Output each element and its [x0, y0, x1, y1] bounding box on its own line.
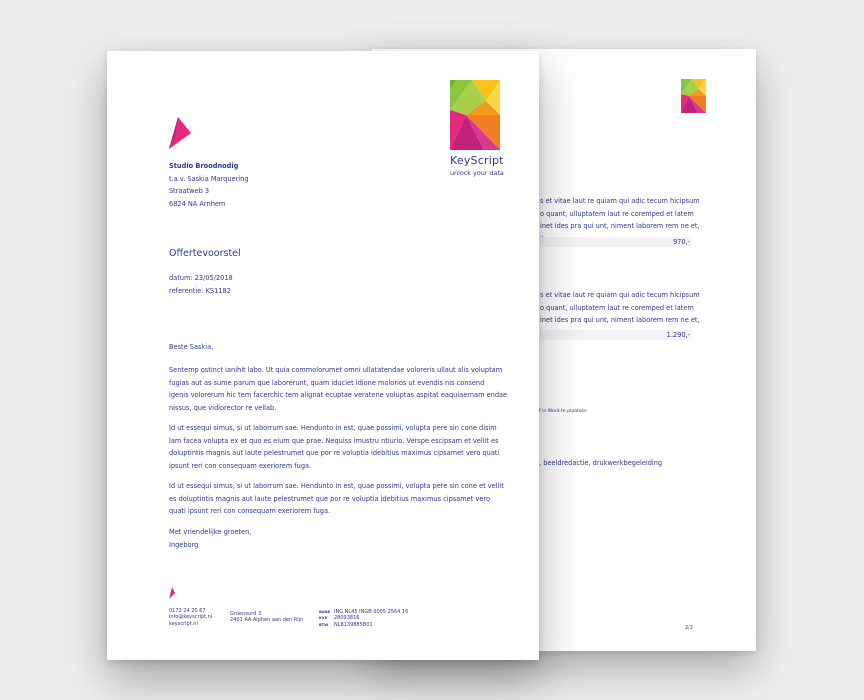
paragraph-3 — [169, 480, 504, 518]
pink-triangle-icon — [169, 117, 191, 149]
body-line: igenis volorerum hic tem facerchic tem alignat ecuptae veratene voluptas aspitat eaquiaernam endae — [169, 391, 508, 400]
footer-website[interactable]: keyscript.nl — [169, 620, 198, 627]
back-line: inet ides pra qui unt, niment laborem rem ne et, — [540, 222, 700, 231]
document-meta — [169, 272, 233, 297]
back-line: s et vitae laut re quiam qui adic tecum hicipsum — [540, 197, 700, 205]
body-line: quati ipsunt reri con consequam exeriorem fuga. — [169, 507, 331, 516]
recipient-attn: t.a.v. Saskia Marquering — [169, 174, 249, 183]
back-line: s et vitae laut re quiam qui adic tecum hicipsum — [540, 291, 700, 299]
footer-city: 2401 AA Alphen aan den Rijn — [230, 617, 304, 624]
footer-triangle-icon — [169, 587, 175, 599]
footer-registration — [319, 609, 408, 628]
body-line: lam facea volupta ex et quo es eium que prae. Nequiss imustru ntiurio. Verspe escipsam et vellit es — [169, 436, 499, 445]
keyscript-logo-small — [681, 79, 706, 113]
body-line: ipsunt reri con consequam exeriorem fuga. — [169, 461, 312, 470]
amount-2: 1.290,- — [666, 331, 690, 339]
closing: Met vriendelijke groeten, — [169, 528, 252, 536]
greeting: Beste Saskia, — [169, 343, 214, 351]
document-title: Offertevoorstel — [169, 248, 241, 259]
body-line: Id ut essequi simus, si ut laborrum sae. Hendunto in est, quae possimi, volupta pere sin cone disim — [169, 424, 497, 432]
closing-block — [169, 526, 251, 551]
page-number: 2/2 — [685, 625, 694, 631]
btw-value: NL8139885B01 — [334, 621, 373, 628]
bank-value: ING NL45 INGB 0005 2564 16 — [334, 609, 409, 615]
body-line: es doluptintis magnis aut laute pelestrumet que por re voluptia idebitius maximus cipsamet vero — [169, 494, 490, 503]
amount-1: 970,- — [672, 238, 690, 246]
kvk-label: KVK — [319, 616, 328, 621]
bank-label: BANK — [319, 610, 331, 614]
footer-address — [230, 611, 303, 624]
document-date: datum: 23/05/2018 — [169, 274, 233, 282]
footer-street: Groenoord 3 — [230, 611, 262, 617]
amount-bar — [540, 237, 692, 247]
document-reference: referentie: KS1182 — [169, 286, 231, 295]
btw-label: BTW — [319, 622, 329, 627]
paragraph-2 — [169, 422, 499, 472]
recipient-street: Straatweb 3 — [169, 187, 210, 196]
brand-name: KeyScript — [450, 154, 504, 167]
footer-email[interactable]: info@keyscript.nl — [169, 614, 213, 621]
brand-tagline: unlock your data — [450, 169, 504, 177]
body-line: doluptintis magnis aut laute pelestrumet que por re voluptia idebitius maximus cipsamet vero quati — [169, 449, 500, 458]
back-services: , beeldredactie, drukwerkbegeleiding — [539, 459, 663, 467]
signature: Ingeborg — [169, 540, 199, 549]
body-line: Id ut essequi simus, si ut laborrum sae. Hendunto in est, quae possimi, volupta pere sin cone et vellit — [169, 482, 504, 490]
recipient-city: 6824 NA Arnhem — [169, 199, 226, 208]
paragraph-1 — [169, 364, 507, 414]
back-line: inet ides pra qui unt, niment laborem rem ne et, — [540, 316, 700, 325]
body-line: fugias aut as sume parum que laborerunt, quam iduciet idione molorios ut evendis nis consend — [169, 378, 485, 387]
back-line: o quant, ulluptatem laut re coremped et latem — [540, 209, 694, 218]
kvk-value: 28093816 — [334, 615, 360, 622]
footer-phone: 0172 24 20 67 — [169, 608, 206, 614]
back-line: o quant, ulluptatem laut re coremped et latem — [540, 303, 694, 312]
keyscript-logo-icon — [450, 80, 500, 150]
footer-contact — [169, 608, 212, 627]
recipient-company: Studio Broodnodig — [169, 162, 239, 170]
footer-btw-row — [319, 622, 408, 628]
body-line: nissus, que vidiorector re vellab. — [169, 403, 277, 412]
body-line: Sentemp ostinct ianihit labo. Ut quia commolorumet omni ullatatendae voloreris ullaut alis voluptam — [169, 366, 503, 374]
back-note: f in Word te plaatsen — [539, 409, 587, 414]
recipient-address — [169, 160, 249, 210]
front-page — [107, 51, 539, 660]
